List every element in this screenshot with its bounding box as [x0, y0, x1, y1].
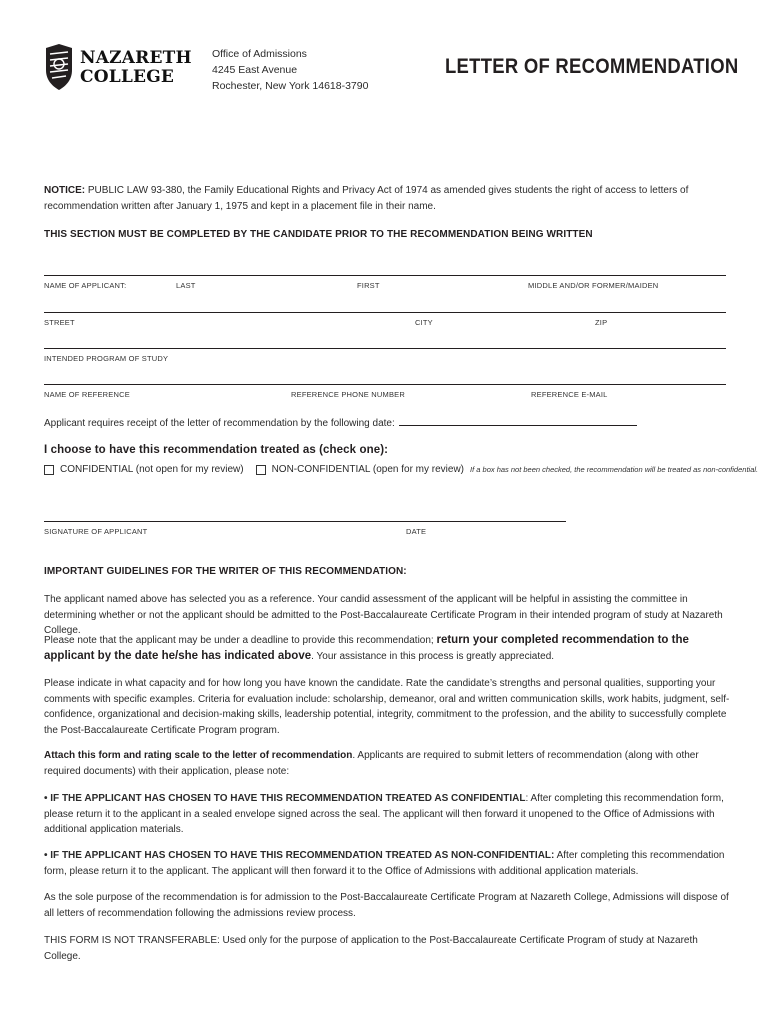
deadline-bold-text: return your completed recommendation to the applicant by the date he/she has indicated above [44, 634, 689, 662]
unchecked-note: If a box has not been checked, the recommendation will be treated as non-confidential. [470, 465, 759, 474]
confidential-label: CONFIDENTIAL (not open for my review) [60, 464, 244, 475]
disposal-paragraph: As the sole purpose of the recommendation is for admission to the Post-Baccalaureate Certificate Program at Nazareth College, Admissions will dispose of all letters of recommendation following the admissions review process. [44, 892, 729, 919]
guidelines-heading: IMPORTANT GUIDELINES FOR THE WRITER OF THIS RECOMMENDATION: [44, 566, 407, 577]
date-label: DATE [406, 527, 427, 536]
attach-form-bold: Attach this form and rating scale to the letter of recommendation [44, 750, 353, 761]
reference-name-label: NAME OF REFERENCE [44, 390, 130, 399]
guidelines-paragraph-1: The applicant named above has selected you as a reference. Your candid assessment of the applicant will be helpful in assisting the committee in determining whether or not the applicant should be admitted to the Post-Baccalaureate Certificate Program in their intended program of study at Nazareth College. [44, 594, 723, 636]
deadline-text-start: Please note that the applicant may be under a deadline to provide this recommendation; [44, 635, 437, 646]
city-label: CITY [415, 318, 433, 327]
confidential-checkbox[interactable] [44, 465, 54, 475]
choice-heading: I choose to have this recommendation treated as (check one): [44, 444, 389, 456]
reference-email-label: REFERENCE E-MAIL [531, 390, 608, 399]
signature-label: SIGNATURE OF APPLICANT [44, 527, 148, 536]
office-street: 4245 East Avenue [212, 64, 298, 76]
office-address [212, 46, 368, 94]
confidential-bullet-rest: : After completing this recommendation form, please return it to the applicant in a sealed envelope signed across the seal. The applicant will then forward it unopened to the Office of Admissions with additional application materials. [44, 793, 724, 835]
non-confidential-instructions [44, 848, 734, 879]
deadline-text-end: . Your assistance in this process is greatly appreciated. [311, 650, 555, 662]
confidential-bullet-bold: • IF THE APPLICANT HAS CHOSEN TO HAVE THIS RECOMMENDATION TREATED AS CONFIDENTIAL [44, 793, 526, 804]
notice-text: PUBLIC LAW 93-380, the Family Educational Rights and Privacy Act of 1974 as amended gives students the right of access to letters of recommendation written after January 1, 1975 and kept in a placement file in their name. [44, 185, 689, 212]
document-title: LETTER OF RECOMMENDATION [445, 55, 739, 78]
logo-line-1: NAZARETH [80, 48, 192, 68]
office-city: Rochester, New York 14618-3790 [212, 80, 369, 92]
notice-label: NOTICE: [44, 185, 86, 196]
receipt-date-field[interactable] [399, 415, 637, 426]
confidentiality-options [44, 464, 758, 475]
guidelines-paragraph-2 [44, 633, 734, 664]
non-confidential-checkbox[interactable] [256, 465, 266, 475]
reference-phone-label: REFERENCE PHONE NUMBER [291, 390, 405, 399]
receipt-date-label: Applicant requires receipt of the letter of recommendation by the following date: [44, 418, 395, 429]
nazareth-college-logo [44, 44, 194, 92]
reference-line[interactable] [44, 384, 726, 385]
non-confidential-bullet-rest: After completing this recommendation form, please return it to the applicant. The applicant will then forward it to the Office of Admissions with additional application materials. [44, 850, 725, 877]
not-transferable-paragraph: THIS FORM IS NOT TRANSFERABLE: Used only for the purpose of application to the Post-Baccalaureate Certificate Program of study at Nazareth College. [44, 935, 698, 962]
program-of-study-line[interactable] [44, 348, 726, 349]
last-name-label: LAST [176, 281, 196, 290]
candidate-section-heading: THIS SECTION MUST BE COMPLETED BY THE CANDIDATE PRIOR TO THE RECOMMENDATION BEING WRITTEN [44, 229, 593, 240]
logo-line-2: COLLEGE [80, 67, 175, 87]
name-of-applicant-label: NAME OF APPLICANT: [44, 281, 127, 290]
first-name-label: FIRST [357, 281, 380, 290]
signature-line[interactable] [44, 521, 566, 522]
confidential-instructions [44, 791, 734, 838]
middle-name-label: MIDDLE AND/OR FORMER/MAIDEN [528, 281, 659, 290]
office-name: Office of Admissions [212, 48, 307, 60]
street-label: STREET [44, 318, 75, 327]
shield-icon [44, 44, 74, 90]
guidelines-paragraph-4 [44, 748, 734, 779]
notice-paragraph [44, 183, 734, 214]
guidelines-paragraph-3: Please indicate in what capacity and for how long you have known the candidate. Rate the candidate’s strengths and personal qualities, supporting your comments with specific examples. Criteria for evaluation include: scholarship, demeanor, oral and written communication skills, work habits, judgment, self-confidence, organizational and decision-making skills, leadership potential, integrity, commitment to the profession, and the ability to successfully complete the Post-Baccalaureate Certificate Program program. [44, 678, 730, 736]
intended-program-label: INTENDED PROGRAM OF STUDY [44, 354, 169, 363]
non-confidential-bullet-bold: • IF THE APPLICANT HAS CHOSEN TO HAVE THIS RECOMMENDATION TREATED AS NON-CONFIDENTIAL: [44, 850, 555, 861]
non-confidential-label: NON-CONFIDENTIAL (open for my review) [271, 464, 465, 475]
zip-label: ZIP [595, 318, 608, 327]
applicant-name-line[interactable] [44, 275, 726, 276]
attach-form-rest: . Applicants are required to submit letters of recommendation (along with other required documents) with their application, please note: [44, 750, 699, 777]
address-line[interactable] [44, 312, 726, 313]
receipt-date-row [44, 415, 734, 432]
